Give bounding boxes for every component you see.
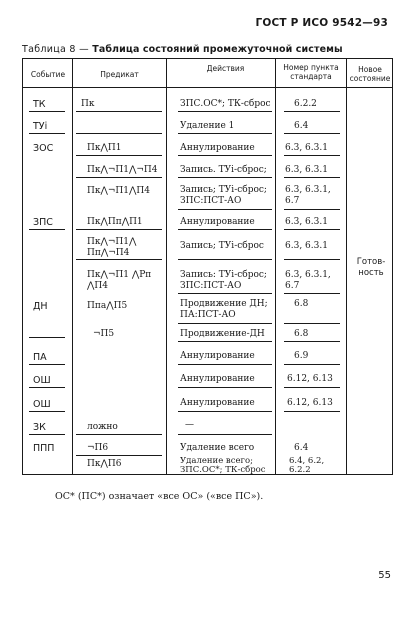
ref-underline xyxy=(284,259,340,260)
predicate-underline xyxy=(76,229,162,230)
action-cell: Удаление 1 xyxy=(180,121,235,131)
col-ref-header: Номер пункта стандарта xyxy=(283,63,339,81)
predicate-cell: Пк⋀П6 xyxy=(87,459,122,469)
action-cell: Аннулирование xyxy=(180,398,255,408)
header-divider xyxy=(23,87,392,88)
predicate-underline xyxy=(76,111,162,112)
action-cell: Запись. ТУi-сброс; xyxy=(180,165,267,175)
predicate-cell: Пк⋀Пп⋀П1 xyxy=(87,217,143,227)
ref-cell: 6.3, 6.3.1 xyxy=(285,217,328,227)
ref-underline xyxy=(284,229,340,230)
document-header: ГОСТ Р ИСО 9542—93 xyxy=(255,17,388,29)
action-underline xyxy=(178,209,272,210)
ref-cell: 6.3, 6.3.1, 6.7 xyxy=(285,270,331,291)
table-number: Таблица 8 — xyxy=(22,44,89,55)
event-cell: ДН xyxy=(33,301,48,312)
action-underline xyxy=(178,259,272,260)
ref-cell: 6.3, 6.3.1, 6.7 xyxy=(285,185,331,206)
action-underline xyxy=(178,411,272,412)
action-underline xyxy=(178,177,272,178)
table-caption xyxy=(22,44,343,55)
predicate-underline xyxy=(76,177,162,178)
event-cell: ОШ xyxy=(33,375,51,386)
predicate-underline xyxy=(76,155,162,156)
event-underline xyxy=(29,229,65,230)
action-underline xyxy=(178,133,272,134)
table-title: Таблица состояний промежуточной системы xyxy=(92,44,343,55)
ref-cell: 6.3, 6.3.1 xyxy=(285,143,328,153)
action-underline xyxy=(178,293,272,294)
action-underline xyxy=(178,387,272,388)
state-table xyxy=(22,58,393,475)
action-cell: Продвижение ДН; ПА:ПСТ-АО xyxy=(180,299,268,320)
ref-cell: 6.12, 6.13 xyxy=(287,398,333,408)
predicate-cell: Пк⋀¬П1⋀ Пп⋀¬П4 xyxy=(87,237,137,258)
event-underline xyxy=(29,111,65,112)
ref-cell: 6.2.2 xyxy=(294,99,317,109)
col-event-header: Событие xyxy=(30,70,66,79)
event-underline xyxy=(29,133,65,134)
predicate-cell: Пк xyxy=(81,99,95,109)
ref-cell: 6.8 xyxy=(294,329,309,339)
action-underline xyxy=(178,434,272,435)
column-divider xyxy=(72,59,73,474)
ref-cell: 6.4, 6.2, 6.2.2 xyxy=(289,456,325,475)
column-divider xyxy=(275,59,276,474)
ref-underline xyxy=(284,341,340,342)
col-actions-header: Действия xyxy=(206,64,245,73)
event-cell: ТК xyxy=(33,99,46,110)
action-cell: Аннулирование xyxy=(180,143,255,153)
col-newstate-header: Новое состояние xyxy=(349,65,391,83)
event-underline xyxy=(29,337,65,338)
predicate-cell: ¬П5 xyxy=(93,329,115,339)
ref-cell: 6.4 xyxy=(294,443,309,453)
col-predicate-header: Предикат xyxy=(100,70,139,79)
ref-underline xyxy=(284,177,340,178)
predicate-underline xyxy=(76,455,162,456)
action-cell: Аннулирование xyxy=(180,351,255,361)
ref-cell: 6.8 xyxy=(294,299,309,309)
event-underline xyxy=(29,387,65,388)
ref-underline xyxy=(284,387,340,388)
action-cell: Аннулирование xyxy=(180,374,255,384)
ref-cell: 6.3, 6.3.1 xyxy=(285,165,328,175)
predicate-underline xyxy=(76,434,162,435)
ref-underline xyxy=(284,155,340,156)
event-underline xyxy=(29,411,65,412)
action-cell: Запись; ТУi-сброс xyxy=(180,241,264,251)
action-underline xyxy=(178,229,272,230)
page-number: 55 xyxy=(378,570,391,581)
column-divider xyxy=(346,59,347,474)
predicate-cell: Пк⋀¬П1 ⋀Рп ⋀П4 xyxy=(87,270,152,291)
column-divider xyxy=(166,59,167,474)
ref-cell: 6.4 xyxy=(294,121,309,131)
event-cell: ОШ xyxy=(33,399,51,410)
action-underline xyxy=(178,155,272,156)
action-cell: Запись; ТУi-сброс; ЗПС:ПСТ-АО xyxy=(180,185,267,206)
ref-underline xyxy=(284,209,340,210)
action-cell: — xyxy=(185,420,194,430)
new-state-cell: Готов-ность xyxy=(356,257,386,278)
predicate-cell: Пк⋀¬П1⋀П4 xyxy=(87,186,150,196)
action-cell: Удаление всего xyxy=(180,443,255,453)
predicate-underline xyxy=(76,133,162,134)
event-cell: ПА xyxy=(33,352,47,363)
ref-underline xyxy=(284,323,340,324)
action-underline xyxy=(178,341,272,342)
ref-underline xyxy=(284,364,340,365)
event-cell: ППП xyxy=(33,443,55,454)
ref-cell: 6.3, 6.3.1 xyxy=(285,241,328,251)
action-cell: Удаление всего; ЗПС.ОС*; ТК-сброс xyxy=(180,456,266,475)
action-underline xyxy=(178,364,272,365)
event-cell: ЗК xyxy=(33,422,46,433)
predicate-underline xyxy=(76,259,162,260)
predicate-cell: ¬П6 xyxy=(87,443,109,453)
ref-cell: 6.9 xyxy=(294,351,309,361)
event-cell: ТУi xyxy=(33,121,48,132)
event-cell: ЗОС xyxy=(33,143,54,154)
action-cell: Запись: ТУi-сброс; ЗПС:ПСТ-АО xyxy=(180,270,267,291)
action-cell: Продвижение-ДН xyxy=(180,329,265,339)
predicate-cell: Ппа⋀П5 xyxy=(87,301,128,311)
predicate-cell: Пк⋀¬П1⋀¬П4 xyxy=(87,165,158,175)
action-cell: ЗПС.ОС*; ТК-сброс xyxy=(180,99,271,109)
event-underline xyxy=(29,364,65,365)
action-cell: Аннулирование xyxy=(180,217,255,227)
action-underline xyxy=(178,111,272,112)
ref-underline xyxy=(284,111,340,112)
event-underline xyxy=(29,434,65,435)
ref-cell: 6.12, 6.13 xyxy=(287,374,333,384)
action-underline xyxy=(178,323,272,324)
ref-underline xyxy=(284,133,340,134)
ref-underline xyxy=(284,411,340,412)
predicate-cell: Пк⋀П1 xyxy=(87,143,122,153)
predicate-cell: ложно xyxy=(87,422,118,432)
event-cell: ЗПС xyxy=(33,217,53,228)
table-footnote: ОС* (ПС*) означает «все ОС» («все ПС»). xyxy=(55,491,264,502)
ref-underline xyxy=(284,293,340,294)
